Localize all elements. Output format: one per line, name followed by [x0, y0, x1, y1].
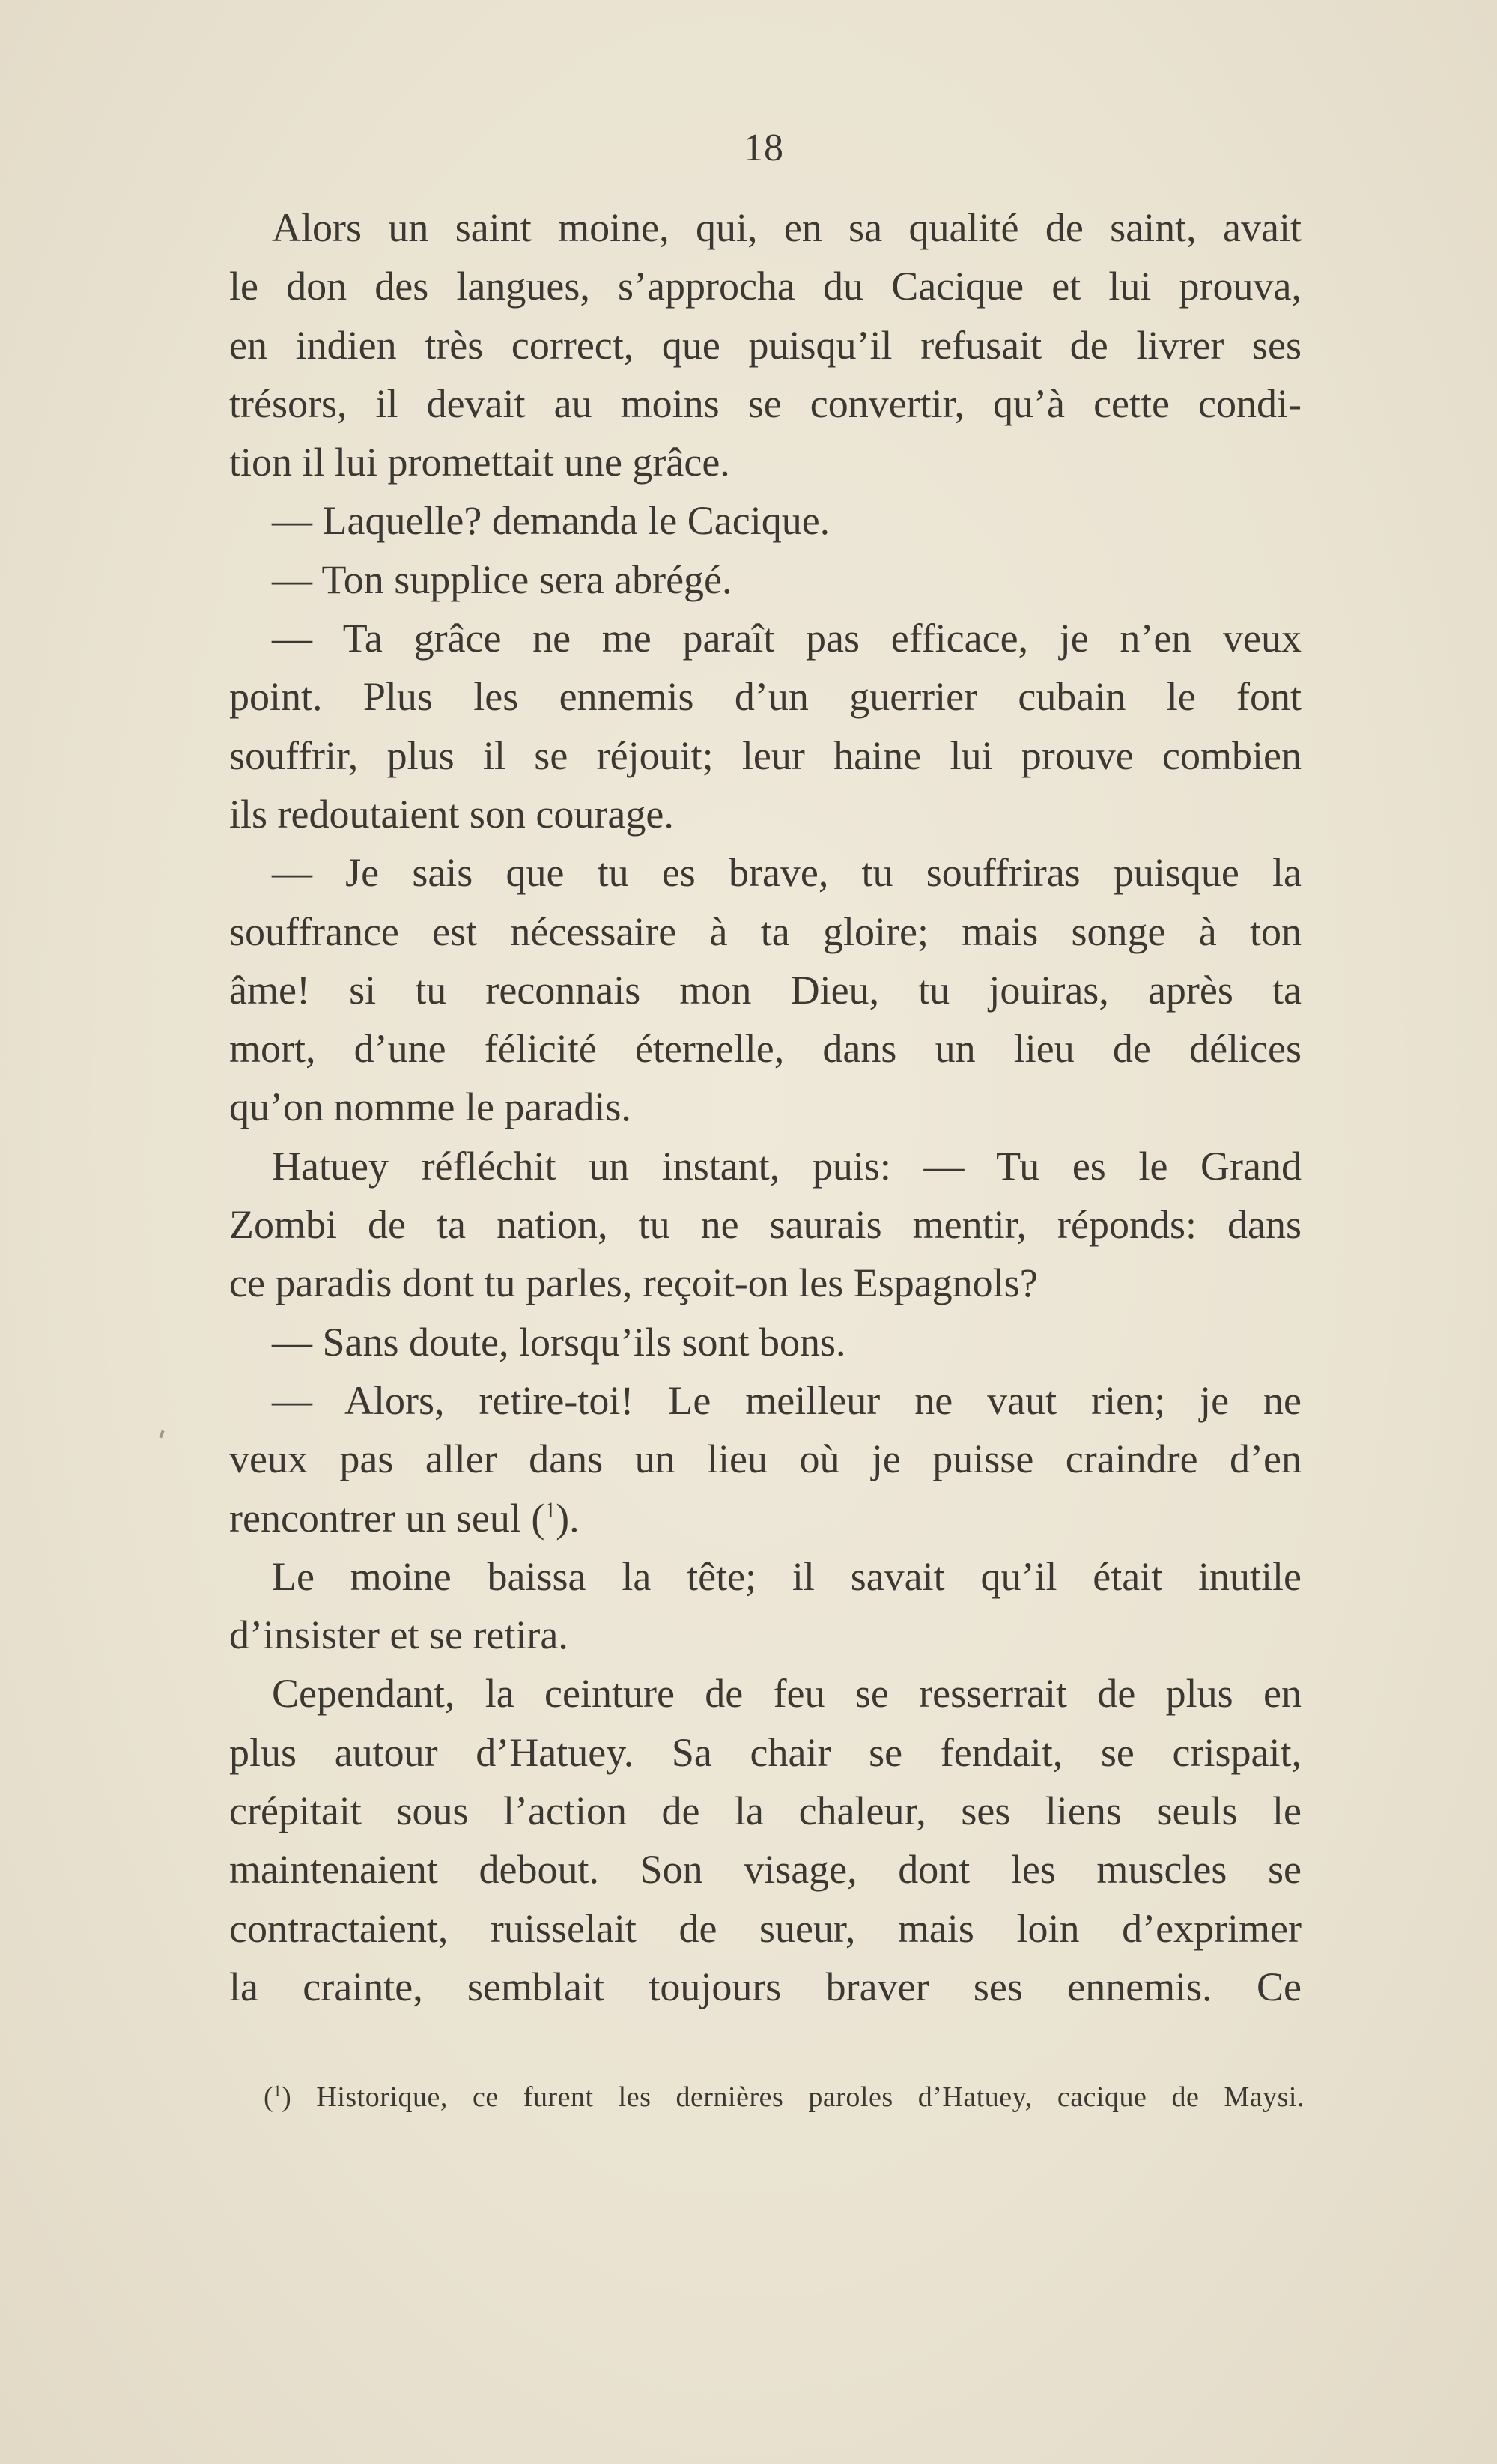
footnote-text: Historique, ce furent les dernières paroles d’Hatuey, cacique de Maysi. [291, 2081, 1305, 2113]
text-line: la crainte, semblait toujours braver ses ennemis. Ce [229, 1964, 1302, 2009]
text-line: souffrance est nécessaire à ta gloire; mais songe à ton [229, 908, 1302, 954]
text-line: maintenaient debout. Son visage, dont les muscles se [229, 1847, 1302, 1893]
footnote [264, 2076, 1305, 2118]
margin-mark [159, 1430, 164, 1439]
text-line: tion il lui promettait une grâce. [229, 440, 730, 485]
text-segment: ). [556, 1495, 580, 1541]
body-text [229, 198, 1302, 2016]
text-line: veux pas aller dans un lieu où je puisse craindre d’en [229, 1436, 1302, 1482]
text-line: Zombi de ta nation, tu ne saurais mentir, réponds: dans [229, 1202, 1302, 1248]
footnote-number: 1 [273, 2081, 282, 2100]
footnote-open: ( [264, 2081, 274, 2113]
text-line: — Ton supplice sera abrégé. [272, 556, 732, 602]
text-line: Alors un saint moine, qui, en sa qualité de saint, avait [272, 205, 1302, 250]
text-line: — Alors, retire-toi! Le meilleur ne vaut rien; je ne [272, 1377, 1302, 1423]
text-line: âme! si tu reconnais mon Dieu, tu jouiras, après ta [229, 967, 1302, 1013]
text-line: — Je sais que tu es brave, tu souffriras puisque la [272, 850, 1302, 896]
text-line: Cependant, la ceinture de feu se resserrait de plus en [272, 1671, 1302, 1717]
text-line: qu’on nomme le paradis. [229, 1084, 631, 1130]
text-line: mort, d’une félicité éternelle, dans un lieu de délices [229, 1026, 1302, 1072]
text-line: en indien très correct, que puisqu’il refusait de livrer ses [229, 322, 1302, 368]
text-line: — Laquelle? demanda le Cacique. [272, 498, 831, 544]
footnote-reference: 1 [544, 1498, 556, 1523]
text-line: trésors, il devait au moins se convertir, qu’à cette condi- [229, 380, 1302, 426]
text-line: crépitait sous l’action de la chaleur, ses liens seuls le [229, 1788, 1302, 1834]
text-line: contractaient, ruisselait de sueur, mais loin d’exprimer [229, 1905, 1302, 1951]
text-line: ils redoutaient son courage. [229, 791, 674, 837]
text-line-with-note [229, 1489, 1302, 1547]
text-line: Le moine baissa la tête; il savait qu’il était inutile [272, 1553, 1302, 1599]
text-line: le don des langues, s’approcha du Cacique et lui prouva, [229, 264, 1302, 309]
text-segment: rencontrer un seul ( [229, 1495, 545, 1541]
page-number: 18 [744, 127, 784, 169]
text-line: d’insister et se retira. [229, 1612, 568, 1658]
text-line: Hatuey réfléchit un instant, puis: — Tu es le Grand [272, 1143, 1302, 1189]
text-line: point. Plus les ennemis d’un guerrier cubain le font [229, 674, 1302, 720]
text-line: — Ta grâce ne me paraît pas efficace, je n’en veux [272, 616, 1302, 661]
text-line: — Sans doute, lorsqu’ils sont bons. [272, 1319, 846, 1365]
text-line: souffrir, plus il se réjouit; leur haine lui prouve combien [229, 732, 1302, 778]
text-line: plus autour d’Hatuey. Sa chair se fendait, se crispait, [229, 1729, 1302, 1775]
footnote-close: ) [282, 2081, 292, 2113]
text-line: ce paradis dont tu parles, reçoit-on les Espagnols? [229, 1260, 1038, 1306]
